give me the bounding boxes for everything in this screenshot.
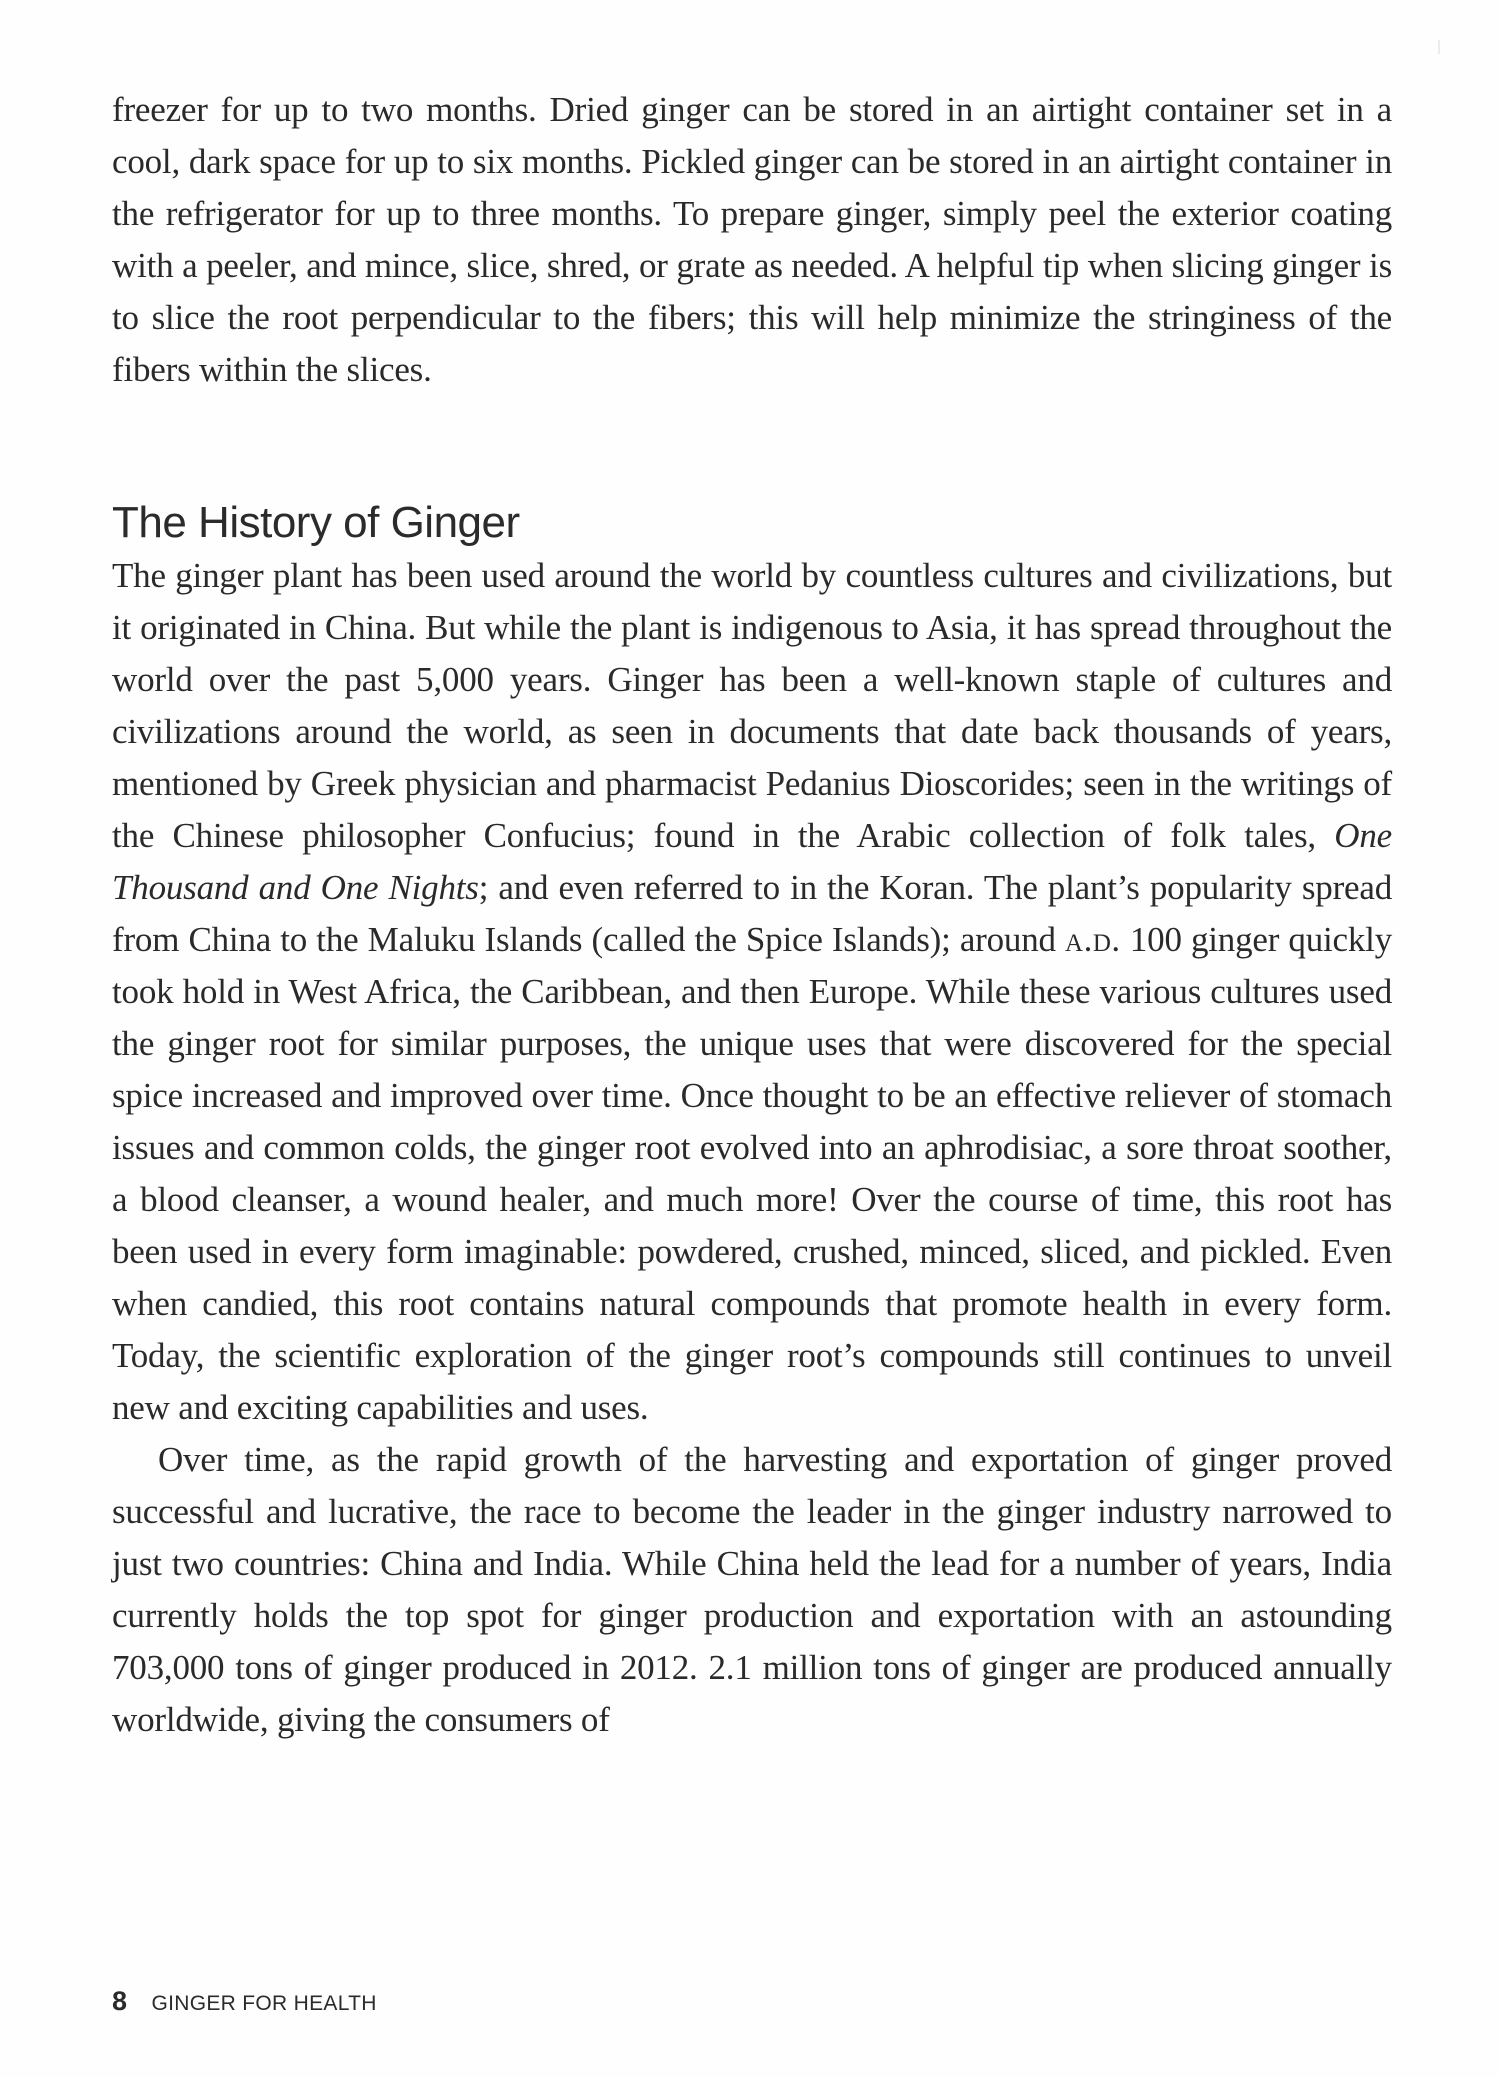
history-paragraph-1 — [112, 550, 1392, 1434]
intro-paragraph: freezer for up to two months. Dried ginger can be stored in an airtight container set in a cool, dark space for up to six months. Pickled ginger can be stored in an airtight container in the refrigerator for up to three months. To prepare ginger, simply peel the exterior coating with a peeler, and mince, slice, shred, or grate as needed. A helpful tip when slicing ginger is to slice the root perpendicular to the fibers; this will help minimize the stringiness of the fibers within the slices. — [112, 90, 1392, 389]
page-footer — [112, 1986, 377, 2017]
running-title: GINGER FOR HEALTH — [151, 1992, 377, 2015]
page-number: 8 — [112, 1986, 128, 2016]
era-abbreviation: a.d. — [1065, 920, 1121, 959]
paragraph-text: 100 ginger quickly took hold in West Africa, the Caribbean, and then Europe. While these various cultures used the ginger root for similar purposes, the unique uses that were discovered for the special spice increased and improved over time. Once thought to be an effective reliever of stomach issues and common colds, the ginger root evolved into an aphrodisiac, a sore throat soother, a blood cleanser, a wound healer, and much more! Over the course of time, this root has been used in every form imaginable: powdered, crushed, minced, sliced, and pickled. Even when candied, this root contains natural compounds that promote health in every form. Today, the scientific exploration of the ginger root’s compounds still continues to unveil new and exciting capabilities and uses. — [112, 920, 1392, 1427]
book-title-italic: One Thousand and One Nights — [112, 816, 1392, 907]
paragraph-text: The ginger plant has been used around the world by countless cultures and civilizations, but it originated in China. But while the plant is indigenous to Asia, it has spread throughout the world over the past 5,000 years. Ginger has been a well-known staple of cultures and civilizations around the world, as seen in documents that date back thousands of years, mentioned by Greek physician and pharmacist Pedanius Dioscorides; seen in the writings of the Chinese philosopher Confucius; found in the Arabic collection of folk tales, — [112, 556, 1392, 855]
scan-mark — [1438, 40, 1440, 54]
intro-section — [112, 84, 1392, 396]
section-heading: The History of Ginger — [112, 498, 520, 547]
history-paragraph-2: Over time, as the rapid growth of the harvesting and exportation of ginger proved successful and lucrative, the race to become the leader in the ginger industry narrowed to just two countries: China and India. While China held the lead for a number of years, India currently holds the top spot for ginger production and exportation with an astounding 703,000 tons of ginger produced in 2012. 2.1 million tons of ginger are produced annually worldwide, giving the consumers of — [112, 1440, 1392, 1739]
history-section — [112, 550, 1392, 1746]
paragraph-text: ; and even referred to in the Koran. The plant’s popularity spread from China to the Maluku Islands (called the Spice Islands); around — [112, 868, 1392, 959]
